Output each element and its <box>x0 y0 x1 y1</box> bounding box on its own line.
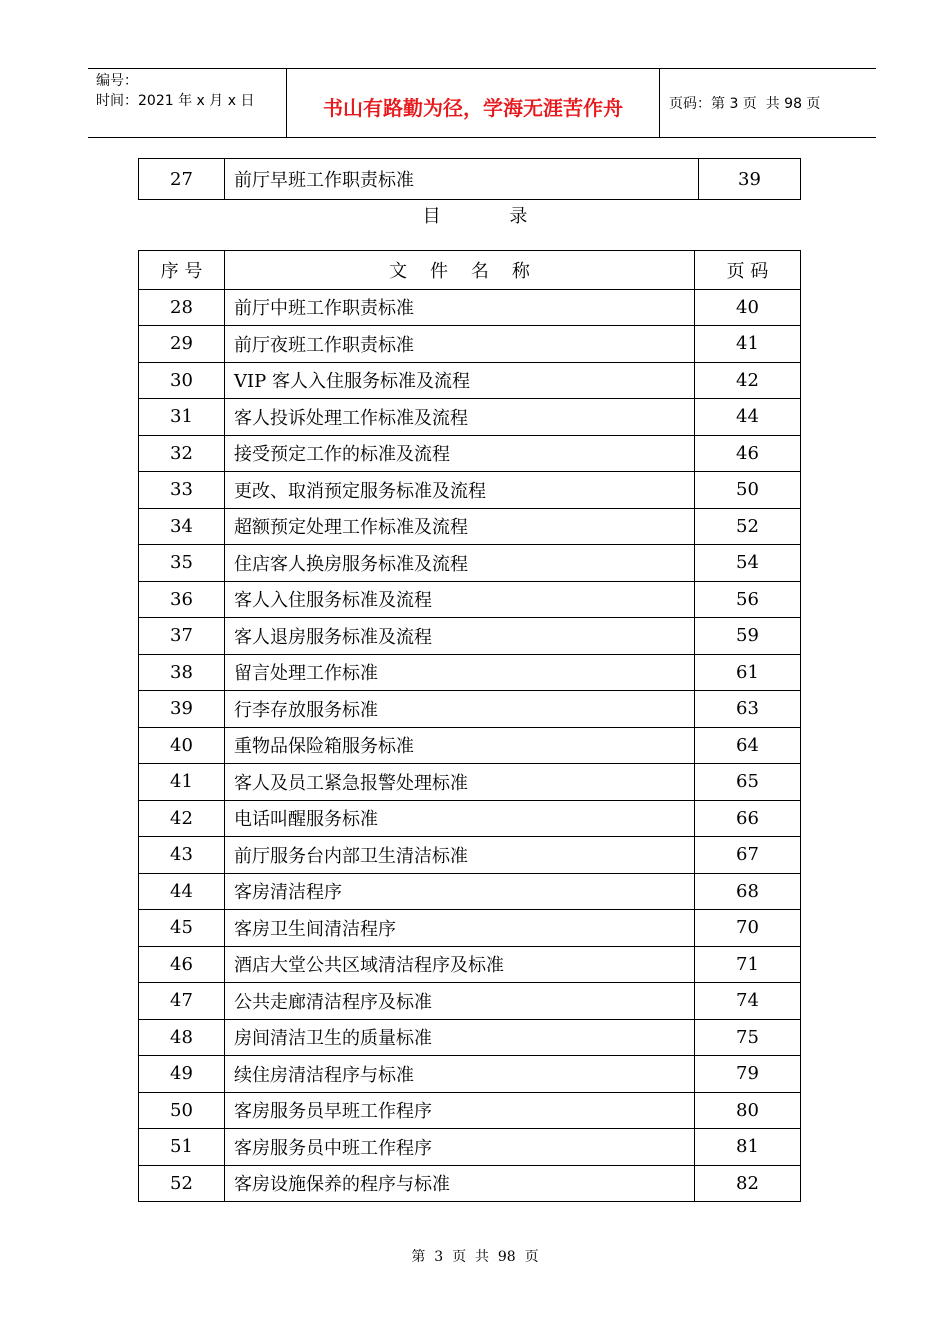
row-number: 34 <box>139 508 225 545</box>
row-page-number: 52 <box>695 508 801 545</box>
row-page-number: 63 <box>695 691 801 728</box>
row-title: 接受预定工作的标准及流程 <box>225 435 695 472</box>
row-number: 37 <box>139 618 225 655</box>
table-row <box>139 983 801 1020</box>
row-page-number: 74 <box>695 983 801 1020</box>
row-title: VIP 客人入住服务标准及流程 <box>225 362 695 399</box>
row-page-number: 82 <box>695 1165 801 1202</box>
row-number: 30 <box>139 362 225 399</box>
table-row <box>139 159 801 200</box>
row-page-number: 61 <box>695 654 801 691</box>
row-title: 客人及员工紧急报警处理标准 <box>225 764 695 801</box>
table-row <box>139 508 801 545</box>
column-header-page: 页 码 <box>695 251 801 290</box>
row-number: 49 <box>139 1056 225 1093</box>
row-number: 44 <box>139 873 225 910</box>
row-page-number: 67 <box>695 837 801 874</box>
table-row <box>139 946 801 983</box>
row-page-number: 56 <box>695 581 801 618</box>
row-title: 行李存放服务标准 <box>225 691 695 728</box>
row-number: 33 <box>139 472 225 509</box>
table-row <box>139 472 801 509</box>
row-page-number: 44 <box>695 399 801 436</box>
table-row <box>139 1129 801 1166</box>
table-row <box>139 618 801 655</box>
header-motto: 书山有路勤为径，学海无涯苦作舟 <box>287 69 660 137</box>
row-number: 47 <box>139 983 225 1020</box>
row-number: 50 <box>139 1092 225 1129</box>
table-row <box>139 362 801 399</box>
row-page-number: 75 <box>695 1019 801 1056</box>
table-row <box>139 1092 801 1129</box>
row-title: 留言处理工作标准 <box>225 654 695 691</box>
page-footer: 第 3 页 共 98 页 <box>411 1249 539 1265</box>
table-row <box>139 691 801 728</box>
row-title: 前厅中班工作职责标准 <box>225 289 695 326</box>
row-number: 52 <box>139 1165 225 1202</box>
row-title: 客房服务员早班工作程序 <box>225 1092 695 1129</box>
row-number: 31 <box>139 399 225 436</box>
row-title: 客人退房服务标准及流程 <box>225 618 695 655</box>
document-date-label: 时间：2021 年 x 月 x 日 <box>96 93 255 109</box>
table-row <box>139 727 801 764</box>
table-row <box>139 545 801 582</box>
row-title: 前厅服务台内部卫生清洁标准 <box>225 837 695 874</box>
table-row <box>139 910 801 947</box>
table-row <box>139 326 801 363</box>
row-title: 公共走廊清洁程序及标准 <box>225 983 695 1020</box>
row-title: 酒店大堂公共区域清洁程序及标准 <box>225 946 695 983</box>
row-page-number: 64 <box>695 727 801 764</box>
row-title: 电话叫醒服务标准 <box>225 800 695 837</box>
header-page-info <box>661 69 876 137</box>
row-title: 续住房清洁程序与标准 <box>225 1056 695 1093</box>
page-header <box>88 68 876 138</box>
column-header-title: 文 件 名 称 <box>225 251 695 290</box>
row-number: 27 <box>139 159 225 200</box>
table-row <box>139 1019 801 1056</box>
table-row <box>139 435 801 472</box>
row-page-number: 68 <box>695 873 801 910</box>
table-row <box>139 654 801 691</box>
row-page-number: 59 <box>695 618 801 655</box>
row-page-number: 70 <box>695 910 801 947</box>
row-title: 重物品保险箱服务标准 <box>225 727 695 764</box>
row-title: 客房设施保养的程序与标准 <box>225 1165 695 1202</box>
table-row <box>139 399 801 436</box>
row-title: 前厅早班工作职责标准 <box>225 159 699 200</box>
row-number: 45 <box>139 910 225 947</box>
row-page-number: 41 <box>695 326 801 363</box>
row-number: 40 <box>139 727 225 764</box>
row-number: 51 <box>139 1129 225 1166</box>
column-header-number: 序 号 <box>139 251 225 290</box>
row-number: 32 <box>139 435 225 472</box>
row-number: 38 <box>139 654 225 691</box>
row-title: 超额预定处理工作标准及流程 <box>225 508 695 545</box>
row-page-number: 46 <box>695 435 801 472</box>
row-number: 42 <box>139 800 225 837</box>
row-number: 29 <box>139 326 225 363</box>
row-page-number: 54 <box>695 545 801 582</box>
table-row <box>139 873 801 910</box>
row-number: 39 <box>139 691 225 728</box>
table-row <box>139 764 801 801</box>
row-title: 客房服务员中班工作程序 <box>225 1129 695 1166</box>
toc-header-row <box>139 251 801 290</box>
row-title: 房间清洁卫生的质量标准 <box>225 1019 695 1056</box>
row-title: 前厅夜班工作职责标准 <box>225 326 695 363</box>
row-number: 28 <box>139 289 225 326</box>
row-page-number: 42 <box>695 362 801 399</box>
table-row <box>139 289 801 326</box>
toc-table <box>138 250 801 1202</box>
row-number: 48 <box>139 1019 225 1056</box>
row-page-number: 66 <box>695 800 801 837</box>
row-title: 客人入住服务标准及流程 <box>225 581 695 618</box>
row-page-number: 81 <box>695 1129 801 1166</box>
row-number: 41 <box>139 764 225 801</box>
continued-toc-table <box>138 158 801 200</box>
table-row <box>139 800 801 837</box>
row-title: 客人投诉处理工作标准及流程 <box>225 399 695 436</box>
row-title: 更改、取消预定服务标准及流程 <box>225 472 695 509</box>
row-number: 36 <box>139 581 225 618</box>
row-page-number: 40 <box>695 289 801 326</box>
row-page-number: 80 <box>695 1092 801 1129</box>
row-page-number: 39 <box>699 159 801 200</box>
row-number: 43 <box>139 837 225 874</box>
row-title: 客房清洁程序 <box>225 873 695 910</box>
row-number: 35 <box>139 545 225 582</box>
header-meta <box>88 69 287 137</box>
row-page-number: 65 <box>695 764 801 801</box>
row-page-number: 71 <box>695 946 801 983</box>
row-number: 46 <box>139 946 225 983</box>
row-title: 客房卫生间清洁程序 <box>225 910 695 947</box>
table-row <box>139 581 801 618</box>
table-row <box>139 1165 801 1202</box>
header-page-info-text: 页码：第 3 页 共 98 页 <box>669 96 821 112</box>
table-row <box>139 837 801 874</box>
row-title: 住店客人换房服务标准及流程 <box>225 545 695 582</box>
row-page-number: 50 <box>695 472 801 509</box>
row-page-number: 79 <box>695 1056 801 1093</box>
table-row <box>139 1056 801 1093</box>
toc-heading: 目 录 <box>422 206 528 227</box>
document-number-label: 编号： <box>96 73 138 89</box>
